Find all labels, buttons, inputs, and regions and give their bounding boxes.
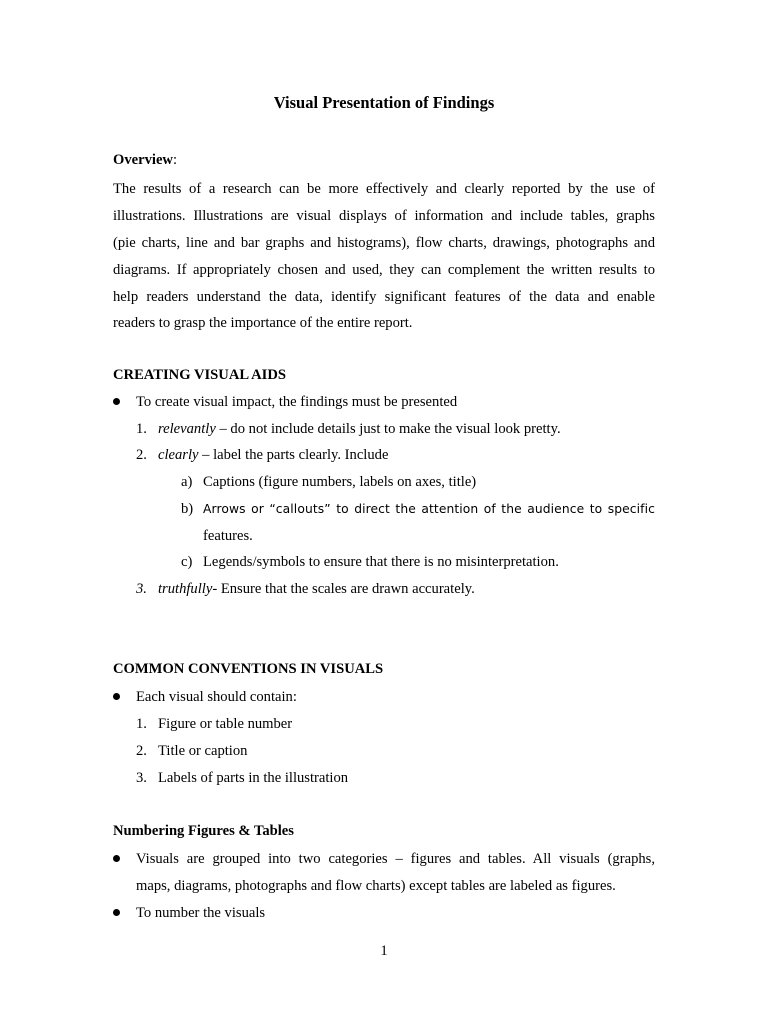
list-text: – label the parts clearly. Include	[198, 447, 389, 463]
list-term: clearly	[158, 447, 199, 463]
page-number: 1	[380, 943, 388, 959]
conventions-heading: COMMON CONVENTIONS IN VISUALS	[113, 661, 384, 677]
sublist-continuation: features.	[203, 528, 253, 544]
list-number	[136, 581, 147, 598]
list-number: 3.	[136, 770, 147, 786]
bullet-line: Visuals are grouped into two categories – figures and tables. All visuals (graphs,	[136, 851, 655, 867]
list-text: – do not include details just to make the visual look pretty.	[215, 421, 561, 437]
sublist-line: Arrows or “callouts” to direct the attention of the audience to specific	[203, 502, 655, 516]
bullet-icon	[113, 855, 120, 862]
bullet-line: maps, diagrams, photographs and flow charts) except tables are labeled as figures.	[136, 878, 616, 894]
list-number: 2.	[136, 447, 147, 463]
numbering-heading: Numbering Figures & Tables	[113, 823, 294, 839]
list-item-relevantly	[158, 421, 561, 438]
overview-heading-text: Overview	[113, 152, 173, 168]
list-number: 2.	[136, 743, 147, 759]
list-text: - Ensure that the scales are drawn accurately.	[212, 581, 475, 597]
list-text: Title or caption	[158, 743, 248, 759]
bullet-icon	[113, 693, 120, 700]
overview-paragraph	[113, 176, 655, 337]
bullet-icon	[113, 909, 120, 916]
list-item-clearly	[158, 447, 388, 464]
overview-heading	[113, 152, 177, 169]
list-item-truthfully	[158, 581, 475, 598]
paragraph-line: (pie charts, line and bar graphs and histograms), flow charts, drawings, photographs and	[113, 234, 655, 251]
sublist-text: Legends/symbols to ensure that there is no misinterpretation.	[203, 554, 559, 570]
list-number: 1.	[136, 421, 147, 437]
creating-bullet-text: To create visual impact, the findings must be presented	[136, 394, 458, 410]
list-term: relevantly	[158, 421, 216, 437]
creating-heading: CREATING VISUAL AIDS	[113, 367, 287, 383]
sublist-letter: a)	[181, 474, 193, 490]
sublist-letter: b)	[181, 501, 194, 517]
sublist-letter: c)	[181, 554, 193, 570]
list-text: Labels of parts in the illustration	[158, 770, 349, 786]
list-text: Figure or table number	[158, 716, 293, 732]
paragraph-line: The results of a research can be more effectively and clearly reported by the use of	[113, 181, 655, 197]
list-term: truthfully	[158, 581, 213, 597]
paragraph-line: illustrations. Illustrations are visual displays of information and include tables, graphs	[113, 207, 655, 224]
paragraph-line: readers to grasp the importance of the entire report.	[113, 315, 413, 332]
overview-colon: :	[172, 152, 178, 168]
list-number-italic: 3.	[136, 581, 147, 597]
bullet-icon	[113, 398, 120, 405]
numbering-bullet-1	[136, 851, 655, 868]
sublist-text: Captions (figure numbers, labels on axes, title)	[203, 474, 477, 490]
paragraph-line: help readers understand the data, identify significant features of the data and enable	[113, 288, 655, 305]
sublist-text-callouts	[203, 502, 655, 516]
list-number: 1.	[136, 716, 147, 732]
paragraph-line: diagrams. If appropriately chosen and used, they can complement the written results to	[113, 261, 655, 278]
conventions-bullet-text: Each visual should contain:	[136, 689, 297, 705]
numbering-bullet-2: To number the visuals	[136, 905, 266, 921]
page-title: Visual Presentation of Findings	[273, 93, 495, 112]
